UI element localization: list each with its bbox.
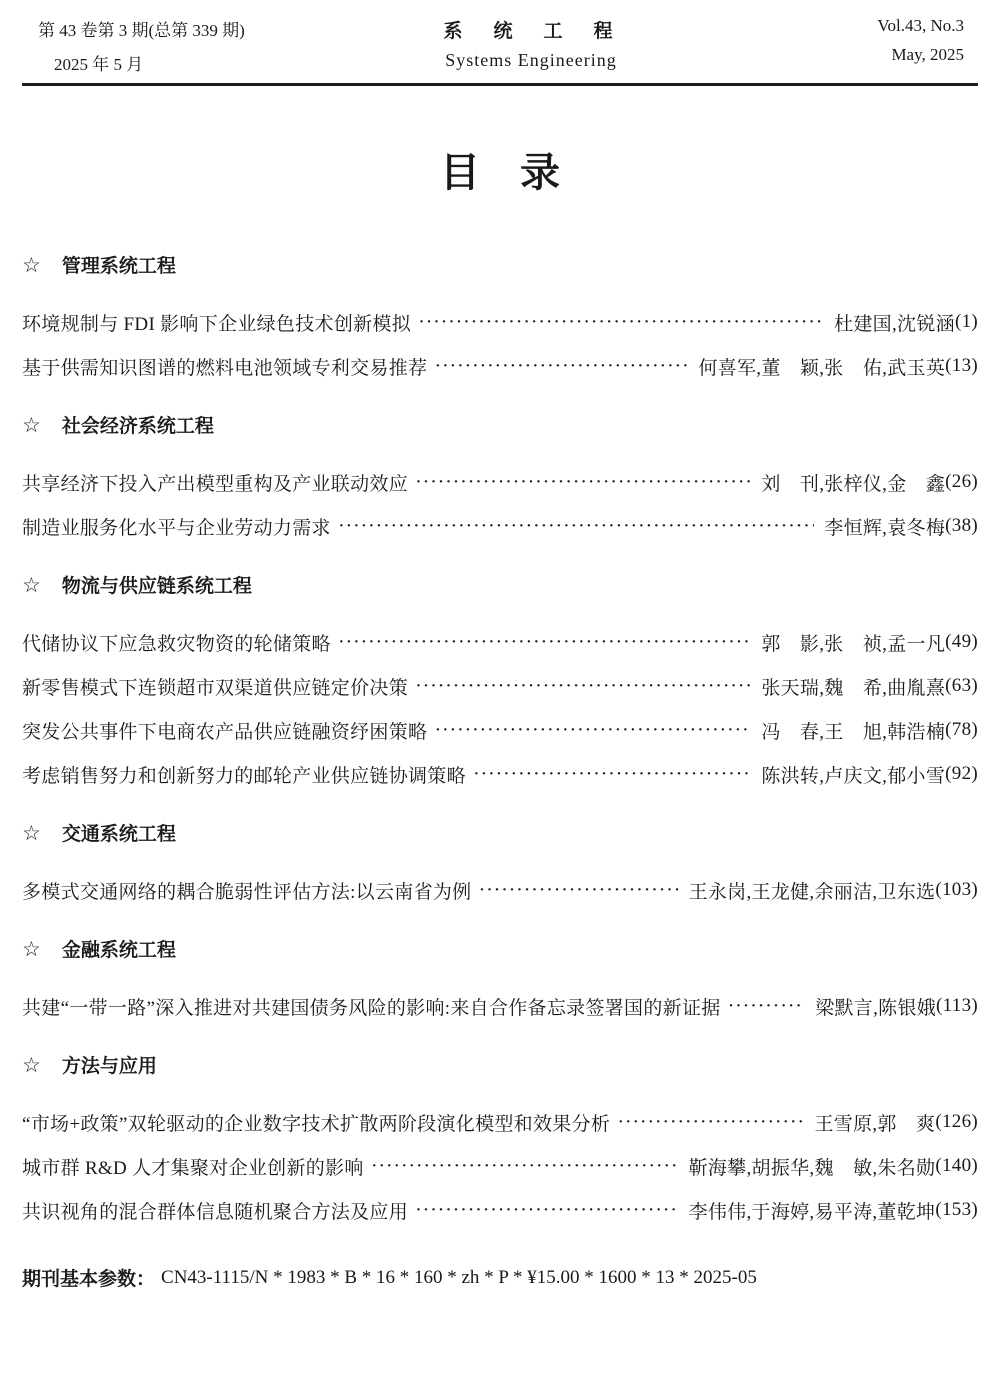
- dot-leader: [479, 880, 678, 900]
- article-authors: 冯 春,王 旭,韩浩楠: [761, 721, 946, 743]
- toc-entry: [22, 460, 978, 504]
- toc-entry: [22, 1188, 978, 1232]
- toc-entry: [22, 984, 978, 1028]
- toc-entry: [22, 620, 978, 664]
- star-icon: ☆: [22, 414, 41, 437]
- toc-section: [22, 938, 978, 1028]
- toc-entry: [22, 752, 978, 796]
- article-page: (140): [935, 1155, 978, 1176]
- article-authors: 陈洪转,卢庆文,郁小雪: [761, 765, 946, 787]
- toc-section: [22, 1054, 978, 1232]
- journal-parameters: [22, 1264, 978, 1291]
- article-page: (63): [945, 675, 978, 696]
- volume-date-line: May, 2025: [891, 45, 964, 64]
- star-icon: ☆: [22, 1054, 41, 1077]
- article-page: (38): [945, 515, 978, 536]
- dot-leader: [729, 996, 806, 1016]
- masthead-issue: [22, 16, 338, 75]
- dot-leader: [416, 472, 751, 492]
- section-label: 管理系统工程: [61, 256, 176, 277]
- article-page: (1): [954, 311, 978, 332]
- article-title: 考虑销售努力和创新努力的邮轮产业供应链协调策略: [22, 765, 466, 787]
- journal-parameters-label: 期刊基本参数：: [22, 1269, 156, 1290]
- article-title: 共建“一带一路”深入推进对共建国债务风险的影响:来自合作备忘录签署国的新证据: [22, 997, 721, 1019]
- toc-section: [22, 254, 978, 388]
- article-authors: 何喜军,董 颖,张 佑,武玉英: [698, 357, 946, 379]
- article-authors: 李恒辉,袁冬梅: [824, 517, 946, 539]
- header-divider: [22, 83, 978, 86]
- dot-leader: [474, 764, 751, 784]
- dot-leader: [339, 516, 814, 536]
- article-authors: 刘 刊,张梓仪,金 鑫: [761, 473, 946, 495]
- dot-leader: [416, 676, 751, 696]
- article-title: 共享经济下投入产出模型重构及产业联动效应: [22, 473, 409, 495]
- article-page: (126): [935, 1111, 978, 1132]
- toc-entry: [22, 1100, 978, 1144]
- star-icon: ☆: [22, 254, 41, 277]
- article-authors: 王雪原,郭 爽: [814, 1113, 936, 1135]
- article-authors: 郭 影,张 祯,孟一凡: [761, 633, 946, 655]
- article-page: (49): [945, 631, 978, 652]
- dot-leader: [419, 312, 824, 332]
- toc-entry: [22, 868, 978, 912]
- article-authors: 梁默言,陈银娥: [815, 997, 937, 1019]
- star-icon: ☆: [22, 822, 41, 845]
- masthead-journal: [338, 16, 724, 71]
- page-title: 目 录: [440, 151, 560, 195]
- volume-number-line: Vol.43, No.3: [877, 16, 964, 35]
- masthead-volume: [724, 16, 978, 65]
- toc-sections: [22, 254, 978, 1232]
- dot-leader: [372, 1156, 679, 1176]
- journal-parameters-value: CN43-1115/N * 1983 * B * 16 * 160 * zh * P * ¥15.00 * 1600 * 13 * 2025-05: [161, 1266, 757, 1288]
- article-authors: 杜建国,沈锐涵: [834, 313, 955, 335]
- article-title: 制造业服务化水平与企业劳动力需求: [22, 517, 331, 539]
- section-title: [22, 822, 978, 848]
- toc-section: [22, 822, 978, 912]
- article-authors: 靳海攀,胡振华,魏 敏,朱名勋: [688, 1157, 936, 1179]
- article-title: 基于供需知识图谱的燃料电池领域专利交易推荐: [22, 357, 428, 379]
- section-title: [22, 1054, 978, 1080]
- article-authors: 王永岗,王龙健,余丽洁,卫东选: [688, 881, 936, 903]
- section-label: 社会经济系统工程: [61, 416, 214, 437]
- section-label: 物流与供应链系统工程: [61, 576, 252, 597]
- journal-title-cn: 系 统 工 程: [443, 21, 619, 42]
- dot-leader: [416, 1200, 679, 1220]
- toc-entry: [22, 344, 978, 388]
- article-title: 突发公共事件下电商农产品供应链融资纾困策略: [22, 721, 428, 743]
- article-page: (113): [936, 995, 978, 1016]
- article-title: 新零售模式下连锁超市双渠道供应链定价决策: [22, 677, 409, 699]
- section-title: [22, 414, 978, 440]
- dot-leader: [435, 720, 751, 740]
- article-authors: 张天瑞,魏 希,曲胤熹: [761, 677, 946, 699]
- dot-leader: [339, 632, 752, 652]
- section-label: 方法与应用: [61, 1056, 157, 1077]
- article-page: (78): [945, 719, 978, 740]
- star-icon: ☆: [22, 574, 41, 597]
- article-title: “市场+政策”双轮驱动的企业数字技术扩散两阶段演化模型和效果分析: [22, 1113, 611, 1135]
- article-title: 代储协议下应急救灾物资的轮储策略: [22, 633, 331, 655]
- section-title: [22, 574, 978, 600]
- issue-date-line: 2025 年 5 月: [54, 55, 144, 74]
- article-page: (92): [945, 763, 978, 784]
- dot-leader: [618, 1112, 804, 1132]
- toc-entry: [22, 504, 978, 548]
- toc-entry: [22, 300, 978, 344]
- toc-entry: [22, 1144, 978, 1188]
- article-page: (153): [935, 1199, 978, 1220]
- article-title: 共识视角的混合群体信息随机聚合方法及应用: [22, 1201, 409, 1223]
- toc-entry: [22, 708, 978, 752]
- section-title: [22, 938, 978, 964]
- journal-title-en: Systems Engineering: [445, 50, 617, 70]
- toc-section: [22, 574, 978, 796]
- toc-section: [22, 414, 978, 548]
- section-title: [22, 254, 978, 280]
- article-title: 多模式交通网络的耦合脆弱性评估方法:以云南省为例: [22, 881, 472, 903]
- article-page: (13): [945, 355, 978, 376]
- issue-volume-line: 第 43 卷第 3 期(总第 339 期): [38, 21, 245, 40]
- section-label: 金融系统工程: [61, 940, 176, 961]
- article-title: 城市群 R&D 人才集聚对企业创新的影响: [22, 1157, 364, 1179]
- article-page: (103): [935, 879, 978, 900]
- star-icon: ☆: [22, 938, 41, 961]
- article-authors: 李伟伟,于海婷,易平涛,董乾坤: [688, 1201, 936, 1223]
- article-title: 环境规制与 FDI 影响下企业绿色技术创新模拟: [22, 313, 412, 335]
- article-page: (26): [945, 471, 978, 492]
- dot-leader: [435, 356, 688, 376]
- section-label: 交通系统工程: [61, 824, 176, 845]
- toc-entry: [22, 664, 978, 708]
- masthead: [22, 16, 978, 74]
